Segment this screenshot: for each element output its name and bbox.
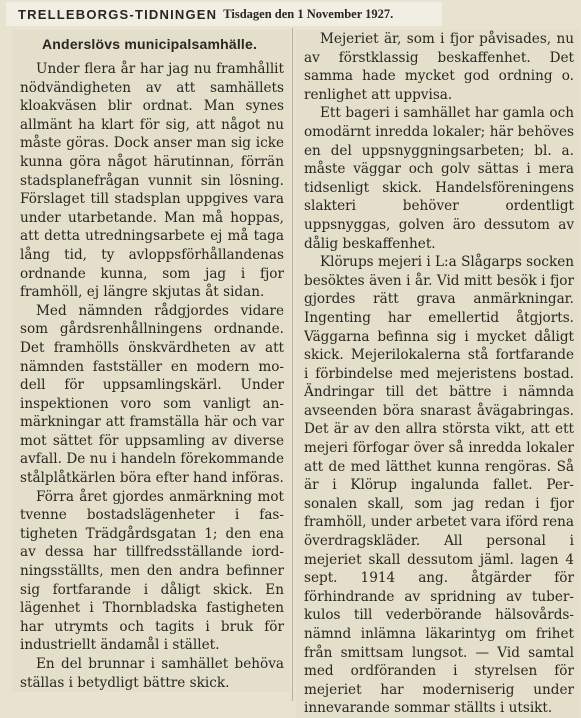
paragraph: Med nämnden rådgjordes vidare som gårdsrenhållningens ordnande. Det framhölls önskvärdheten av att nämnden fastställer en modern modell för uppsamlingskärl. Under inspektionen voro som vanligt anmärkningar att framställa här och var mot sättet för uppsamling av diverse avfall. De nu i handeln förekommande stålplåtkärlen böra efter hand införas. (20, 302, 284, 487)
paragraph: En del brunnar i samhället behöva ställas i betydligt bättre skick. (20, 656, 284, 691)
newspaper-name: TRELLEBORGS-TIDNINGEN (18, 6, 218, 22)
issue-date: Tisdagen den 1 November 1927. (223, 6, 394, 21)
column-divider (292, 28, 293, 701)
article-headline: Anderslövs municipalsamhälle. (42, 36, 258, 52)
paragraph: Klörups mejeri i L:a Slågarps socken besöktes även i år. Vid mitt besök i fjor gjordes rätt grava anmärkningar. Ingenting har emellertid åtgjorts. Väggarna befinna sig i mycket dåligt skick. Mejerilokalerna stå fortfarande i förbindelse med mejeristens bostad. Ändringar till det bättre i nämnda avseenden böra snarast åvägabringas. Det är av den allra största vikt, att ett mejeri förfogar över så inredda lokaler att de med lätthet kunna rengöras. Så är i Klörup ingalunda fallet. Personalen skall, som jag redan i fjor framhöll, under arbetet vara iförd rena överdragskläder. All personal i mejeriet skall dessutom jäml. lagen 4 sept. 1914 ang. åtgärder för förhindrande av spridning av tuberkulos till vederbörande hälsovårdsnämnd inlämna läkarintyg om frihet från smittsam lungsot. — Vid samtal med ordföranden i styrelsen för mejeriet har moderniserig under innevarande sommar ställts i utsikt. (304, 254, 574, 717)
masthead (6, 2, 442, 26)
paragraph: Under flera år har jag nu framhållit nödvändigheten av att samhällets kloakväsen blir ordnat. Man synes allmänt ha klart för sig, att något nu måste göras. Dock anser man sig icke kunna göra något härutinnan, förrän stadsplanefrågan vunnit sin lösning. Förslaget till stadsplan uppgives vara under utarbetande. Man må hoppas, att detta utredningsarbete ej må taga lång tid, ty avloppsförhållandenas ordnande kunna, som jag i fjor framhöll, ej längre skjutas åt sidan. (20, 61, 284, 301)
right-column (296, 30, 580, 718)
left-column (12, 30, 290, 692)
paragraph: Förra året gjordes anmärkning mot tvenne bostadslägenheter i fastigheten Trädgårdsgatan 1; den ena av dessa har tillfredsställande iordningsställts, men den andra befinner sig fortfarande i dåligt skick. En lägenhet i Thornbladska fastigheten har utrymts och tagits i bruk för industriellt ändamål i stället. (20, 488, 284, 654)
paragraph: Ett bageri i samhället har gamla och omodärnt inredda lokaler; här behöves en del uppsnyggningsarbeten; bl. a. måste väggar och golv sättas i mera tidsenligt skick. Handelsföreningens slakteri behöver ordentligt uppsnyggas, golven äro dessutom av dålig beskaffenhet. (304, 105, 574, 252)
paragraph: Mejeriet är, som i fjor påvisades, nu av förstklassig beskaffenhet. Det samma hade mycket god ordning o. renlighet att uppvisa. (304, 31, 574, 103)
